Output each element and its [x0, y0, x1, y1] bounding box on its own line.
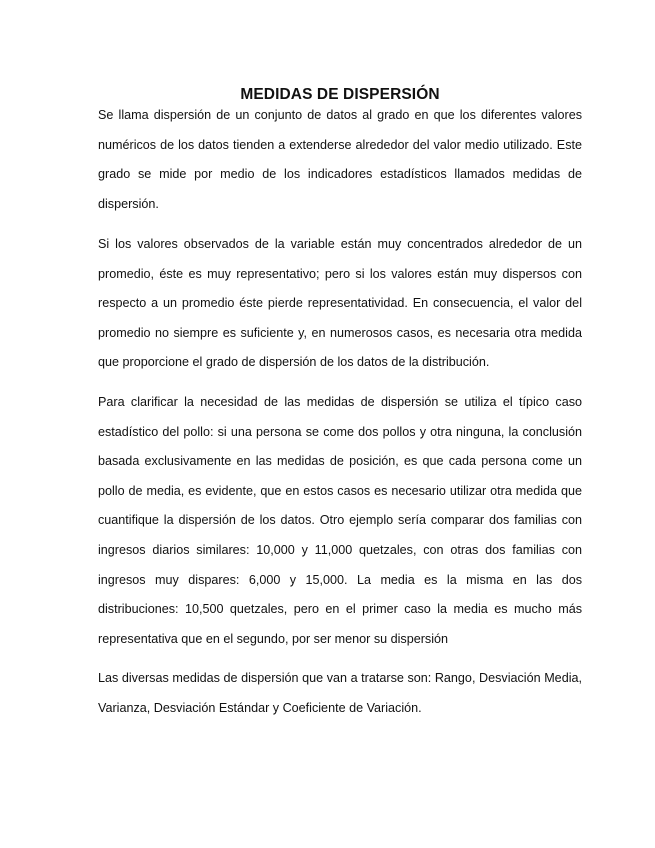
paragraph-example: Para clarificar la necesidad de las medidas de dispersión se utiliza el típico caso estadístico del pollo: si una persona se come dos pollos y otra ninguna, la conclusión basada exclusivamente en las medidas de posición, es que cada persona come un pollo de media, es evidente, que en estos casos es necesario utilizar otra medida que cuantifique la dispersión de los datos. Otro ejemplo sería comparar dos familias con ingresos diarios similares: 10,000 y 11,000 quetzales, con otras dos familias con ingresos muy dispares: 6,000 y 15,000. La media es la misma en las dos distribuciones: 10,500 quetzales, pero en el primer caso la media es mucho más representativa que en el segundo, por ser menor su dispersión: [98, 395, 582, 646]
page-title: MEDIDAS DE DISPERSIÓN: [240, 86, 440, 104]
paragraph-representativeness: Si los valores observados de la variable están muy concentrados alrededor de un promedio, éste es muy representativo; pero si los valores están muy dispersos con respecto a un promedio éste pierde representatividad. En consecuencia, el valor del promedio no siempre es suficiente y, en numerosos casos, es necesaria otra medida que proporcione el grado de dispersión de los datos de la distribución.: [98, 237, 582, 370]
paragraph-definition: Se llama dispersión de un conjunto de datos al grado en que los diferentes valores numéricos de los datos tienden a extenderse alrededor del valor medio utilizado. Este grado se mide por medio de los indicadores estadísticos llamados medidas de dispersión.: [98, 108, 582, 211]
paragraph-measures-list: Las diversas medidas de dispersión que van a tratarse son: Rango, Desviación Media, Varianza, Desviación Estándar y Coeficiente de Variación.: [98, 671, 582, 715]
